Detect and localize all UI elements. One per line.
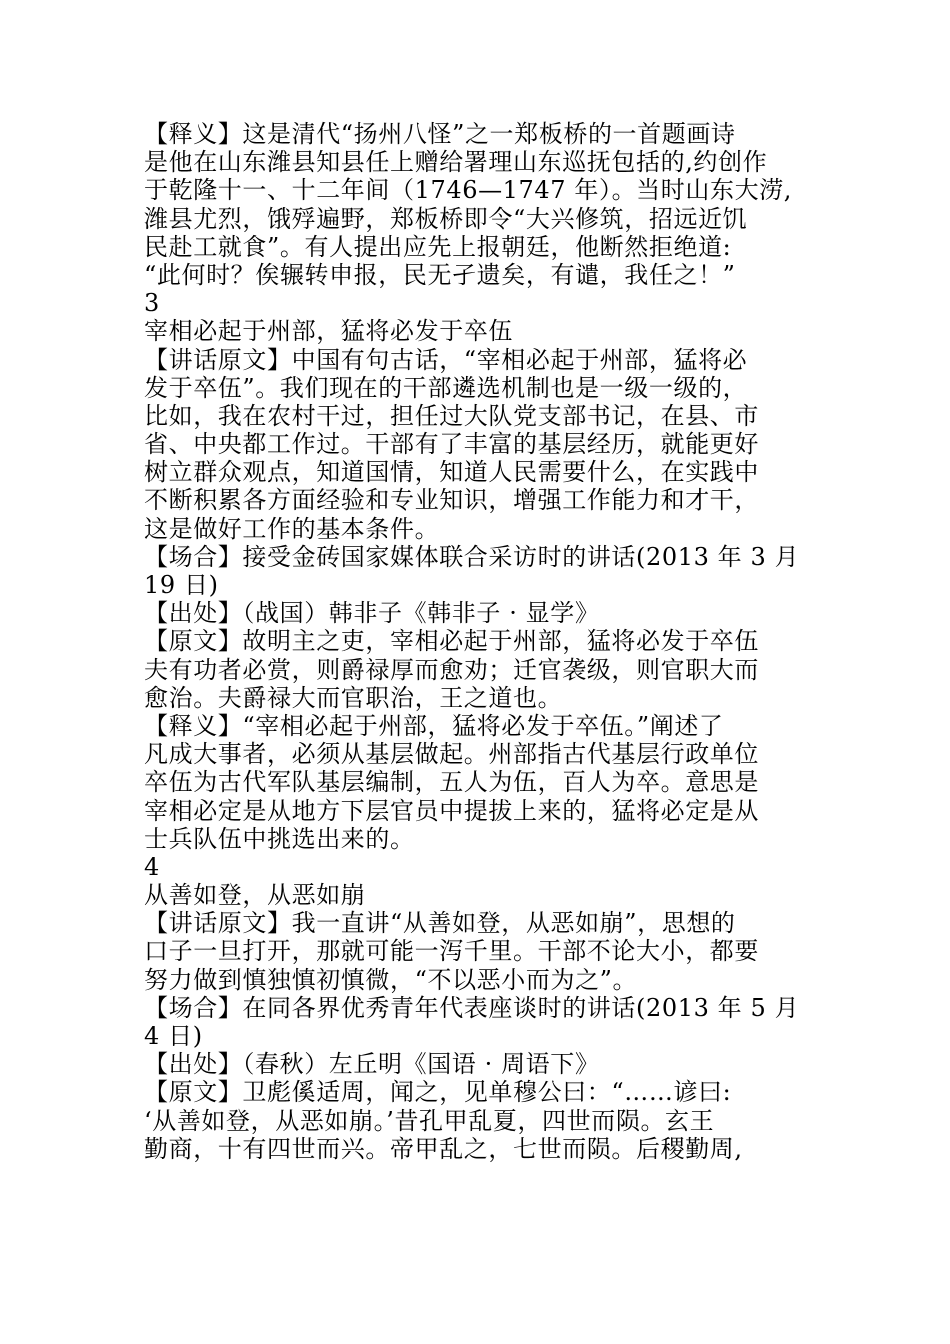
text-line: “此何时？俟辗转申报，民无孑遗矣，有谴，我任之！”	[144, 260, 736, 289]
text-line: 民赴工就食”。有人提出应先上报朝廷，他断然拒绝道:	[144, 232, 732, 261]
text-line: 【讲话原文】我一直讲“从善如登，从恶如崩”，思想的	[144, 909, 736, 938]
text-line: 这是做好工作的基本条件。	[144, 514, 440, 543]
text-line: 【场合】接受金砖国家媒体联合采访时的讲话(2013 年 3 月	[144, 542, 800, 571]
text-line: 【场合】在同各界优秀青年代表座谈时的讲话(2013 年 5 月	[144, 993, 800, 1022]
text-line: 凡成大事者，必须从基层做起。州部指古代基层行政单位	[144, 740, 759, 769]
text-line: 努力做到慎独慎初慎微，“不以恶小而为之”。	[144, 965, 638, 994]
text-line: 省、中央都工作过。干部有了丰富的基层经历，就能更好	[144, 430, 759, 459]
text-line: 【讲话原文】中国有句古话，“宰相必起于州部，猛将必	[144, 345, 748, 374]
text-line: 宰相必定是从地方下层官员中提拔上来的，猛将必定是从	[144, 796, 759, 825]
text-line: 士兵队伍中挑选出来的。	[144, 824, 415, 853]
text-line: 4 日)	[144, 1022, 203, 1050]
text-line: 卒伍为古代军队基层编制，五人为伍，百人为卒。意思是	[144, 768, 759, 797]
text-line: 是他在山东潍县知县任上赠给署理山东巡抚包括的,约创作	[144, 148, 768, 177]
text-line: 不断积累各方面经验和专业知识，增强工作能力和才干，	[144, 486, 759, 515]
text-line: 发于卒伍”。我们现在的干部遴选机制也是一级一级的，	[144, 373, 748, 402]
text-line: ‘从善如登，从恶如崩。’昔孔甲乱夏，四世而陨。玄王	[144, 1106, 715, 1135]
text-line: 【出处】（春秋）左丘明《国语 · 周语下》	[144, 1050, 600, 1079]
text-line: 愈治。夫爵禄大而官职治，王之道也。	[144, 683, 563, 712]
text-line: 【释义】这是清代“扬州八怪”之一郑板桥的一首题画诗	[144, 120, 736, 148]
text-line: 19 日)	[144, 571, 219, 599]
text-line: 【释义】“宰相必起于州部，猛将必发于卒伍。”阐述了	[144, 711, 724, 740]
text-line: 口子一旦打开，那就可能一泻千里。干部不论大小，都要	[144, 937, 759, 966]
document-page	[144, 120, 824, 1163]
text-line: 比如，我在农村干过，担任过大队党支部书记，在县、市	[144, 401, 759, 430]
text-line: 【原文】卫彪傒适周，闻之，见单穆公曰：“……谚曰:	[144, 1078, 732, 1107]
text-line: 树立群众观点，知道国情，知道人民需要什么，在实践中	[144, 458, 759, 487]
section-title: 从善如登，从恶如崩	[144, 881, 366, 910]
text-line: 勤商，十有四世而兴。帝甲乱之，七世而陨。后稷勤周,	[144, 1134, 743, 1163]
text-line: 潍县尤烈，饿殍遍野，郑板桥即令“大兴修筑，招远近饥	[144, 204, 748, 233]
section-title: 宰相必起于州部，猛将必发于卒伍	[144, 317, 513, 346]
text-line: 【原文】故明主之吏，宰相必起于州部，猛将必发于卒伍	[144, 627, 759, 656]
text-line: 夫有功者必赏，则爵禄厚而愈劝；迁官袭级，则官职大而	[144, 655, 759, 684]
text-line: 于乾隆十一、十二年间（1746—1747 年）。当时山东大涝,	[144, 176, 793, 205]
section-number: 4	[144, 852, 160, 881]
section-number: 3	[144, 289, 160, 318]
text-line: 【出处】（战国）韩非子《韩非子 · 显学》	[144, 599, 600, 628]
